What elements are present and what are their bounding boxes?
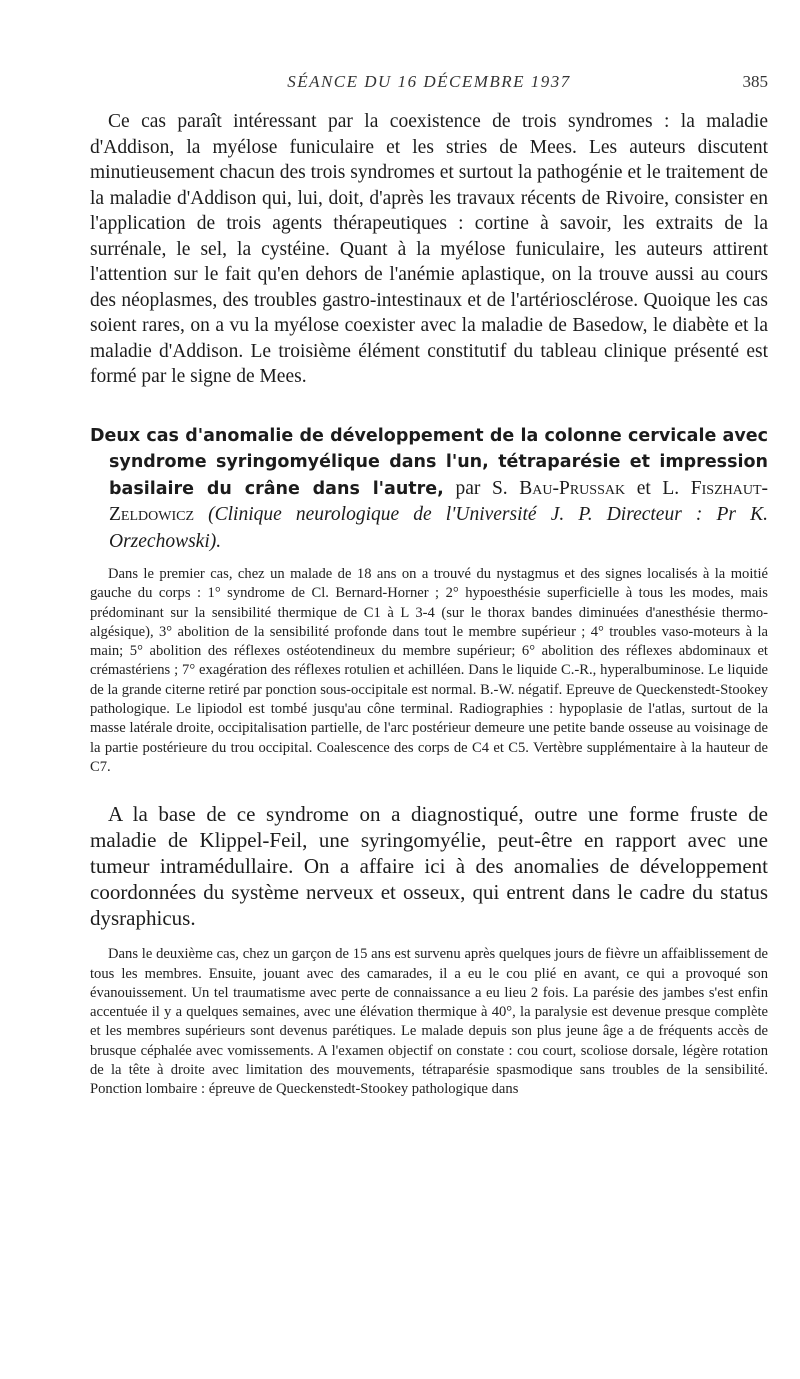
case-1-paragraph: Dans le premier cas, chez un malade de 18 ans on a trouvé du nystagmus et des signes localisés à la moitié gauche du corps : 1° syndrome de Cl. Bernard-Horner ; 2° hypoesthésie superficielle à tous les modes, mais prédominant sur la sensibilité thermique de C1 à L 3-4 (sur le thorax bandes diminuées d'anesthésie thermo-algésique), 3° abolition de la sensibilité profonde dans tout le membre supérieur ; 4° troubles vaso-moteurs à la main; 5° abolition des réflexes ostéotendineux du membre supérieur; 6° abolition des réflexes abdominaux et crémastériens ; 7° exagération des réflexes rotulien et achilléen. Dans le liquide C.-R., hyperalbuminose. Le liquide de la grande citerne retiré par ponction sous-occipitale est normal. B.-W. négatif. Epreuve de Queckenstedt-Stookey pathologique. Le lipiodol est tombé jusqu'au cône terminal. Radiographies : hypoplasie de l'atlas, surtout de la masse latérale droite, occipitalisation partielle, de l'arc postérieur demeure une petite bande osseuse au voisinage de la partie postérieure du trou occipital. Coalescence des corps de C4 et C5. Vertèbre supplémentaire à la hauteur de C7. [90, 566, 768, 775]
author-2: L. Fiszhaut-Zeldowicz [109, 477, 769, 525]
page-header [90, 72, 768, 98]
article-heading [90, 423, 768, 556]
and-word: et [636, 477, 651, 499]
case-2-paragraph: Dans le deuxième cas, chez un garçon de 15 ans est survenu après quelques jours de fièvre un affaiblissement de tous les membres. Ensuite, jouant avec des camarades, il a eu le cou plié en avant, ce qui a provoqué son évanouissement. Un tel traumatisme avec perte de connaissance a eu lieu 2 fois. La parésie des jambes s'est enfin accentuée il y a quelques semaines, avec une élévation thermique à 40°, la paralysie est devenue presque complète et les membres supérieurs sont devenus parétiques. Le malade depuis son plus jeune âge a de fréquents accès de brusque céphalée avec vomissements. A l'examen objectif on constate : cou court, scoliose dorsale, légère rotation de la tête à droite avec limitation des mouvements, tétraparésie spasmodique sans troubles de la sensibilité. Ponction lombaire : épreuve de Queckenstedt-Stookey pathologique dans [90, 946, 768, 1098]
author-1: S. Bau-Prussak [491, 477, 626, 499]
conclusion-paragraph: A la base de ce syndrome on a diagnostiqué, outre une forme fruste de maladie de Klippel-Feil, une syringomyélie, peut-être en rapport avec une tumeur intramédullaire. On a affaire ici à des anomalies de développement coordonnées du système nerveux et osseux, qui entrent dans le cadre du status dysraphicus. [90, 802, 768, 931]
page-body [90, 109, 768, 1100]
by-word: par [455, 477, 481, 499]
running-title: SÉANCE DU 16 DÉCEMBRE 1937 [287, 72, 571, 91]
page-number: 385 [742, 72, 768, 91]
intro-paragraph: Ce cas paraît intéressant par la coexistence de trois syndromes : la maladie d'Addison, la myélose funiculaire et les stries de Mees. Les auteurs discutent minutieusement chacun des trois syndromes et surtout la pathogénie et le traitement de la maladie d'Addison qui, lui, doit, d'après les travaux récents de Rivoire, consister en l'application de trois agents thérapeutiques : cortine à savoir, les extraits de la surrénale, le sel, la cystéine. Quant à la myélose funiculaire, les auteurs attirent l'attention sur le fait qu'en dehors de l'anémie aplastique, on la trouve aussi au cours des néoplasmes, des troubles gastro-intestinaux et de l'artériosclérose. Quoique les cas soient rares, on a vu la myélose coexister avec la maladie de Basedow, le diabète et la maladie d'Addison. Le troisième élément constitutif du tableau clinique présenté est formé par le signe de Mees. [90, 111, 768, 387]
affiliation: (Clinique neurologique de l'Université J. P. Directeur : Pr K. Orzechowski). [109, 504, 768, 552]
article-title: Deux cas d'anomalie de développement de la colonne cervicale avec syndrome syringomyélique dans l'un, tétraparésie et impression basilaire du crâne dans l'autre, [90, 425, 768, 499]
